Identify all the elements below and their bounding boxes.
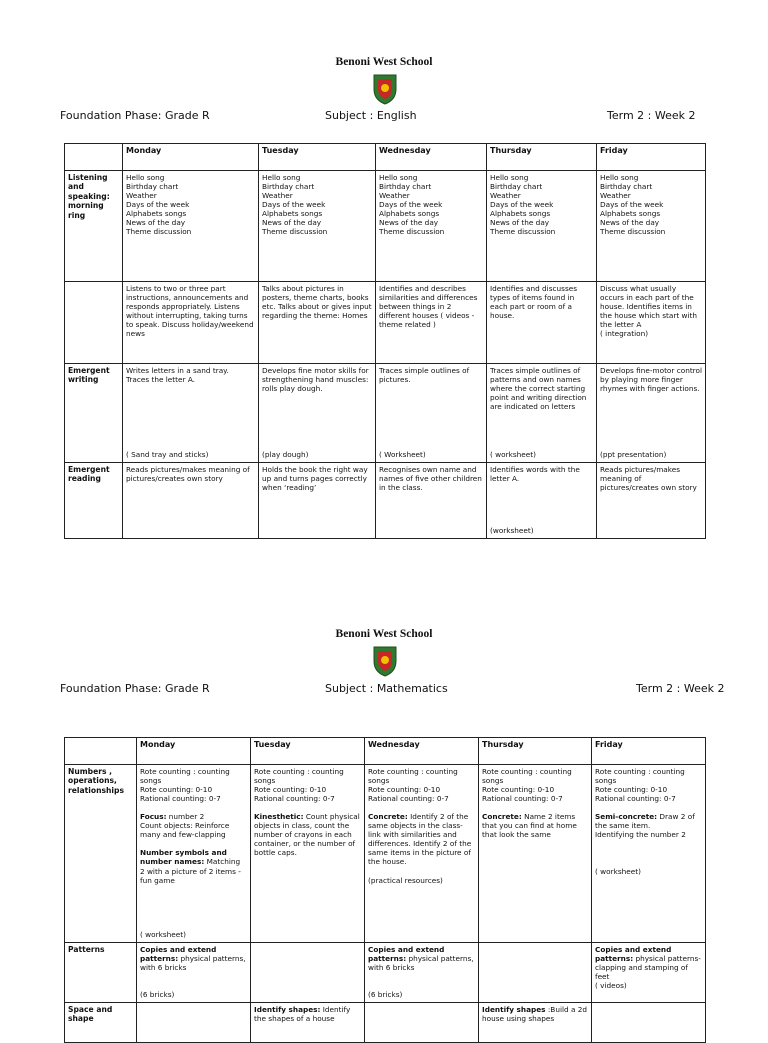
cell-keyword: Copies and extend patterns: bbox=[595, 945, 672, 964]
plan-cell bbox=[137, 943, 251, 1003]
plan-cell: Reads pictures/makes meaning of pictures/creates own story bbox=[597, 463, 706, 539]
row-label: Emergent reading bbox=[65, 463, 123, 539]
day-header: Thursday bbox=[479, 738, 592, 765]
plan-cell: Talks about pictures in posters, theme charts, books etc. Talks about or gives input regarding the theme: Homes bbox=[259, 282, 376, 364]
plan-cell bbox=[365, 765, 479, 943]
cell-text: Rote counting : counting songs Rote counting: 0-10 Rational counting: 0-7 bbox=[595, 767, 685, 804]
row-label: Patterns bbox=[65, 943, 137, 1003]
plan-cell bbox=[592, 765, 706, 943]
resource-note: ( worksheet) bbox=[490, 449, 536, 459]
cell-text: Rote counting : counting songs Rote counting: 0-10 Rational counting: 0-7 bbox=[254, 767, 344, 804]
plan-cell: Hello song Birthday chart Weather Days of the week Alphabets songs News of the day Theme discussion bbox=[123, 171, 259, 282]
row-label: Space and shape bbox=[65, 1003, 137, 1043]
resource-note: (ppt presentation) bbox=[600, 449, 667, 459]
cell-keyword: Concrete: bbox=[482, 812, 522, 822]
cell-keyword: Identify shapes: bbox=[254, 1005, 321, 1014]
subject-label: Subject : English bbox=[325, 109, 417, 122]
resource-note: (6 bricks) bbox=[140, 989, 175, 999]
day-header: Wednesday bbox=[365, 738, 479, 765]
plan-cell bbox=[365, 1003, 479, 1043]
day-header: Tuesday bbox=[259, 144, 376, 171]
cell-text: physical patterns, with 6 bricks bbox=[368, 954, 474, 973]
day-header: Thursday bbox=[487, 144, 597, 171]
cell-text: Identify 2 of the same objects in the class- link with similarities and differences. Identify 2 of the same items in the picture of the house. bbox=[368, 812, 472, 867]
cell-keyword: Number symbols and number names: bbox=[140, 848, 227, 867]
table-header-row bbox=[65, 738, 706, 765]
plan-cell: Hello song Birthday chart Weather Days of the week Alphabets songs News of the day Theme discussion bbox=[487, 171, 597, 282]
plan-cell: Reads pictures/makes meaning of pictures/creates own story bbox=[123, 463, 259, 539]
table-row bbox=[65, 943, 706, 1003]
row-label: Emergent writing bbox=[65, 364, 123, 463]
plan-cell: Hello song Birthday chart Weather Days of the week Alphabets songs News of the day Theme discussion bbox=[597, 171, 706, 282]
cell-text: Count physical objects in class, count the number of crayons in each container, or the number of bottle caps. bbox=[254, 812, 360, 858]
plan-cell: Holds the book the right way up and turns pages correctly when ‘reading’ bbox=[259, 463, 376, 539]
row-label: Listening and speaking: morning ring bbox=[65, 171, 123, 282]
day-header: Friday bbox=[592, 738, 706, 765]
cell-keyword: Kinesthetic: bbox=[254, 812, 304, 822]
cell-text: Identifies words with the letter A. bbox=[490, 465, 580, 484]
day-header: Tuesday bbox=[251, 738, 365, 765]
cell-keyword: Copies and extend patterns: bbox=[368, 945, 445, 964]
cell-keyword: Semi-concrete: bbox=[595, 812, 658, 822]
plan-cell bbox=[479, 1003, 592, 1043]
plan-cell bbox=[137, 765, 251, 943]
cell-text: Develops fine motor skills for strengthening hand muscles: rolls play dough. bbox=[262, 366, 369, 394]
day-header: Monday bbox=[123, 144, 259, 171]
cell-text: Writes letters in a sand tray. Traces the letter A. bbox=[126, 366, 229, 385]
day-header: Friday bbox=[597, 144, 706, 171]
subject-label: Subject : Mathematics bbox=[325, 682, 448, 695]
cell-text: :Build a 2d house using shapes bbox=[482, 1005, 588, 1024]
cell-text: Matching 2 with a picture of 2 items - fun game bbox=[140, 857, 241, 885]
day-header: Wednesday bbox=[376, 144, 487, 171]
cell-text: Rote counting : counting songs Rote counting: 0-10 Rational counting: 0-7 bbox=[368, 767, 458, 804]
cell-text: Traces simple outlines of patterns and own names where the correct starting point and writing direction are indicated on letters bbox=[490, 366, 587, 412]
day-header: Monday bbox=[137, 738, 251, 765]
cell-text: physical patterns- clapping and stamping of feet ( videos) bbox=[595, 954, 701, 991]
plan-cell bbox=[479, 765, 592, 943]
row-label: Numbers , operations, relationships bbox=[65, 765, 137, 943]
plan-cell: Hello song Birthday chart Weather Days of the week Alphabets songs News of the day Theme discussion bbox=[376, 171, 487, 282]
plan-cell bbox=[251, 943, 365, 1003]
resource-note: ( Worksheet) bbox=[379, 449, 426, 459]
term-label: Term 2 : Week 2 bbox=[636, 682, 725, 695]
math-plan-table bbox=[64, 737, 706, 1043]
cell-keyword: Concrete: bbox=[368, 812, 408, 822]
phase-label: Foundation Phase: Grade R bbox=[60, 682, 210, 695]
plan-cell: Hello song Birthday chart Weather Days of the week Alphabets songs News of the day Theme discussion bbox=[259, 171, 376, 282]
resource-note: (6 bricks) bbox=[368, 989, 403, 999]
corner-cell bbox=[65, 738, 137, 765]
school-name: Benoni West School bbox=[335, 628, 433, 640]
cell-keyword: Copies and extend patterns: bbox=[140, 945, 217, 964]
resource-note: (worksheet) bbox=[490, 525, 534, 535]
resource-note: ( worksheet) bbox=[140, 929, 186, 939]
cell-text: Traces simple outlines of pictures. bbox=[379, 366, 470, 385]
plan-cell: Identifies and discusses types of items found in each part or room of a house. bbox=[487, 282, 597, 364]
cell-text: Identify the shapes of a house bbox=[254, 1005, 351, 1024]
cell-text: physical patterns, with 6 bricks bbox=[140, 954, 246, 973]
cell-text: Rote counting : counting songs Rote counting: 0-10 Rational counting: 0-7 bbox=[140, 767, 230, 804]
plan-cell bbox=[592, 1003, 706, 1043]
cell-text: Name 2 items that you can find at home that look the same bbox=[482, 812, 577, 840]
cell-text: Develops fine-motor control by playing more finger rhymes with finger actions. bbox=[600, 366, 703, 394]
plan-cell: Discuss what usually occurs in each part of the house. Identifies items in the house which start with the letter A ( integration) bbox=[597, 282, 706, 364]
plan-cell bbox=[251, 1003, 365, 1043]
plan-cell: Recognises own name and names of five other children in the class. bbox=[376, 463, 487, 539]
cell-text: Draw 2 of the same item. Identifying the number 2 bbox=[595, 812, 695, 840]
cell-text: number 2 Count objects: Reinforce many and few-clapping bbox=[140, 812, 230, 840]
plan-cell bbox=[479, 943, 592, 1003]
plan-cell bbox=[251, 765, 365, 943]
resource-note: (practical resources) bbox=[368, 875, 443, 885]
resource-note: ( Sand tray and sticks) bbox=[126, 449, 209, 459]
resource-note: ( worksheet) bbox=[595, 866, 641, 876]
plan-cell bbox=[365, 943, 479, 1003]
term-label: Term 2 : Week 2 bbox=[607, 109, 696, 122]
school-name: Benoni West School bbox=[335, 56, 433, 68]
school-crest-icon bbox=[371, 644, 399, 678]
plan-cell bbox=[137, 1003, 251, 1043]
plan-cell: Identifies and describes similarities and differences between things in 2 different houses ( videos - theme related ) bbox=[376, 282, 487, 364]
plan-cell: Listens to two or three part instructions, announcements and responds appropriately. Listens without interrupting, taking turns to speak. Discuss holiday/weekend news bbox=[123, 282, 259, 364]
table-row bbox=[65, 1003, 706, 1043]
plan-cell bbox=[592, 943, 706, 1003]
resource-note: (play dough) bbox=[262, 449, 309, 459]
cell-keyword: Identify shapes bbox=[482, 1005, 546, 1014]
phase-label: Foundation Phase: Grade R bbox=[60, 109, 210, 122]
cell-text: Rote counting : counting songs Rote counting: 0-10 Rational counting: 0-7 bbox=[482, 767, 572, 804]
table-row bbox=[65, 765, 706, 943]
cell-keyword: Focus: bbox=[140, 812, 167, 822]
